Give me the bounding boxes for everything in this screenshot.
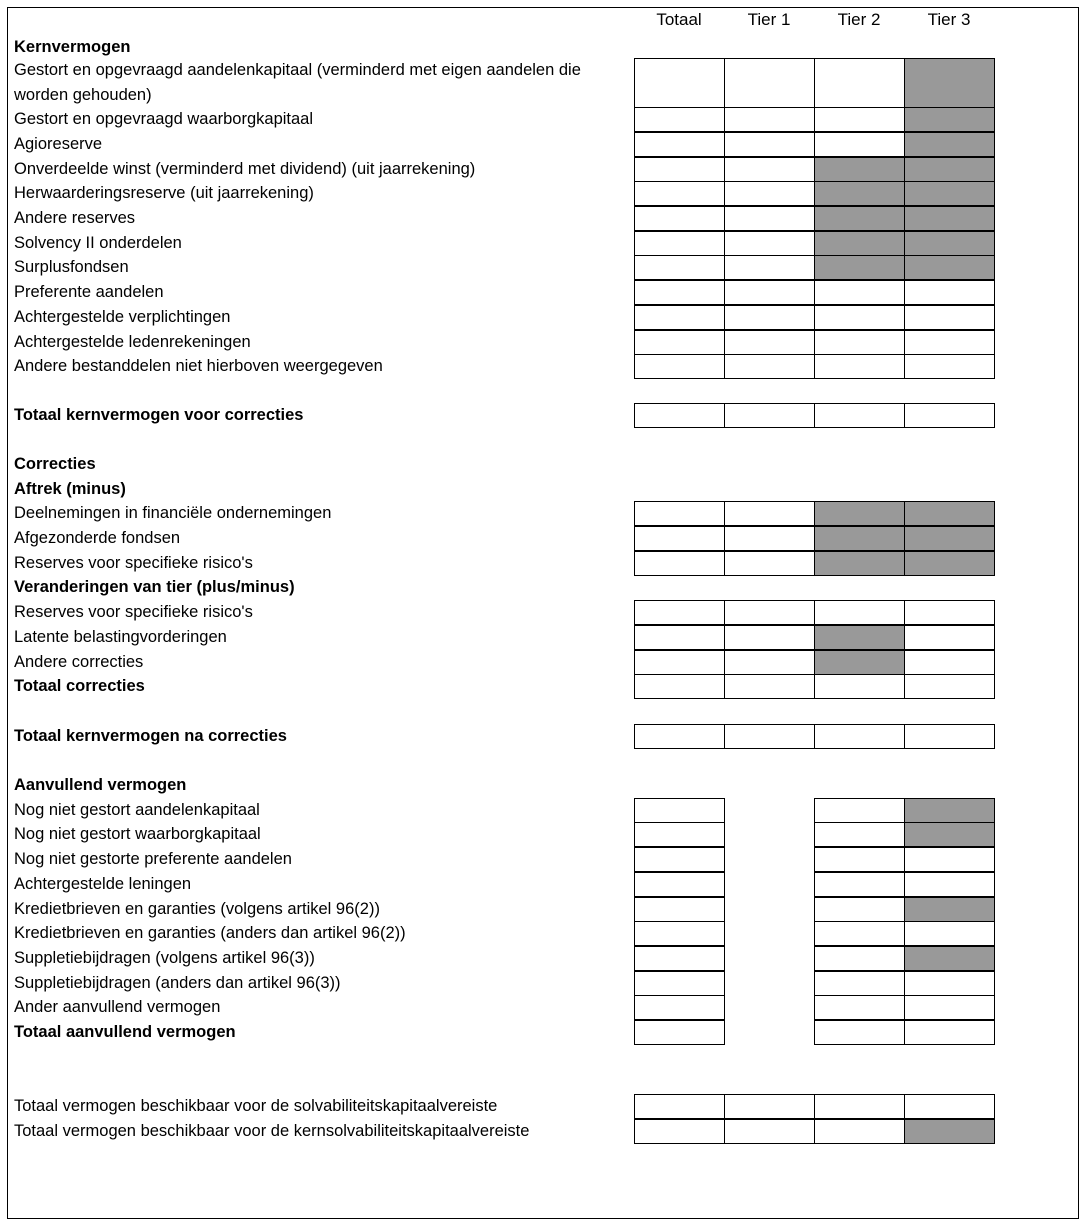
input-cell[interactable] bbox=[724, 674, 815, 699]
input-cell[interactable] bbox=[634, 305, 725, 330]
total-row-label: Totaal kernvermogen voor correcties bbox=[14, 406, 304, 424]
input-cell[interactable] bbox=[814, 403, 905, 428]
input-cell[interactable] bbox=[724, 255, 815, 280]
row-label: Andere bestanddelen niet hierboven weergegeven bbox=[14, 357, 383, 375]
input-cell[interactable] bbox=[634, 157, 725, 182]
row-label: Andere correcties bbox=[14, 653, 144, 671]
input-cell[interactable] bbox=[904, 872, 995, 897]
shaded-cell bbox=[814, 526, 905, 551]
row-label: Solvency II onderdelen bbox=[14, 234, 182, 252]
input-cell[interactable] bbox=[904, 1020, 995, 1045]
input-cell[interactable] bbox=[814, 897, 905, 922]
input-cell[interactable] bbox=[814, 946, 905, 971]
input-cell[interactable] bbox=[634, 921, 725, 946]
row-label: Agioreserve bbox=[14, 135, 103, 153]
input-cell[interactable] bbox=[634, 995, 725, 1020]
input-cell[interactable] bbox=[724, 231, 815, 256]
row-label: Totaal vermogen beschikbaar voor de solvabiliteitskapitaalvereiste bbox=[14, 1097, 498, 1115]
input-cell[interactable] bbox=[634, 650, 725, 675]
input-cell[interactable] bbox=[724, 526, 815, 551]
input-cell[interactable] bbox=[634, 231, 725, 256]
input-cell[interactable] bbox=[724, 650, 815, 675]
total-row-label: Totaal kernvermogen na correcties bbox=[14, 727, 287, 745]
input-cell[interactable] bbox=[724, 1094, 815, 1119]
input-cell[interactable] bbox=[634, 132, 725, 157]
input-cell[interactable] bbox=[904, 847, 995, 872]
input-cell[interactable] bbox=[814, 1119, 905, 1144]
input-cell[interactable] bbox=[814, 58, 905, 108]
input-cell[interactable] bbox=[814, 1094, 905, 1119]
row-label: Gestort en opgevraagd aandelenkapitaal (verminderd met eigen aandelen die worden gehouden) bbox=[14, 61, 581, 104]
input-cell[interactable] bbox=[724, 600, 815, 625]
input-cell[interactable] bbox=[814, 330, 905, 355]
row-label: Suppletiebijdragen (anders dan artikel 96(3)) bbox=[14, 974, 341, 992]
input-cell[interactable] bbox=[634, 403, 725, 428]
input-cell[interactable] bbox=[814, 674, 905, 699]
section-heading: Veranderingen van tier (plus/minus) bbox=[14, 578, 295, 596]
input-cell[interactable] bbox=[724, 58, 815, 108]
input-cell[interactable] bbox=[634, 206, 725, 231]
input-cell[interactable] bbox=[724, 354, 815, 379]
input-cell[interactable] bbox=[904, 625, 995, 650]
row-label: Kredietbrieven en garanties (anders dan artikel 96(2)) bbox=[14, 924, 406, 942]
row-label: Herwaarderingsreserve (uit jaarrekening) bbox=[14, 184, 314, 202]
shaded-cell bbox=[904, 551, 995, 576]
input-cell[interactable] bbox=[814, 305, 905, 330]
shaded-cell bbox=[904, 132, 995, 157]
input-cell[interactable] bbox=[634, 674, 725, 699]
input-cell[interactable] bbox=[634, 551, 725, 576]
input-cell[interactable] bbox=[904, 921, 995, 946]
input-cell[interactable] bbox=[904, 280, 995, 305]
input-cell[interactable] bbox=[634, 58, 725, 108]
input-cell[interactable] bbox=[814, 280, 905, 305]
total-row-label: Totaal correcties bbox=[14, 677, 145, 695]
row-label: Ander aanvullend vermogen bbox=[14, 998, 221, 1016]
input-cell[interactable] bbox=[634, 330, 725, 355]
shaded-cell bbox=[814, 231, 905, 256]
row-label: Gestort en opgevraagd waarborgkapitaal bbox=[14, 110, 314, 128]
shaded-cell bbox=[904, 181, 995, 206]
input-cell[interactable] bbox=[634, 181, 725, 206]
input-cell[interactable] bbox=[904, 995, 995, 1020]
input-cell[interactable] bbox=[904, 650, 995, 675]
input-cell[interactable] bbox=[634, 600, 725, 625]
input-cell[interactable] bbox=[634, 847, 725, 872]
input-cell[interactable] bbox=[634, 872, 725, 897]
input-cell[interactable] bbox=[634, 724, 725, 749]
shaded-cell bbox=[904, 157, 995, 182]
input-cell[interactable] bbox=[814, 107, 905, 132]
row-label: Kredietbrieven en garanties (volgens artikel 96(2)) bbox=[14, 900, 380, 918]
total-row-label: Totaal aanvullend vermogen bbox=[14, 1023, 236, 1041]
input-cell[interactable] bbox=[904, 600, 995, 625]
shaded-cell bbox=[904, 798, 995, 823]
input-cell[interactable] bbox=[634, 1119, 725, 1144]
input-cell[interactable] bbox=[634, 526, 725, 551]
input-cell[interactable] bbox=[724, 724, 815, 749]
input-cell[interactable] bbox=[724, 1119, 815, 1144]
input-cell[interactable] bbox=[814, 798, 905, 823]
input-cell[interactable] bbox=[634, 625, 725, 650]
input-cell[interactable] bbox=[814, 971, 905, 996]
input-cell[interactable] bbox=[814, 847, 905, 872]
section-heading: Aftrek (minus) bbox=[14, 480, 126, 498]
input-cell[interactable] bbox=[904, 971, 995, 996]
shaded-cell bbox=[904, 58, 995, 108]
input-cell[interactable] bbox=[814, 132, 905, 157]
input-cell[interactable] bbox=[634, 501, 725, 526]
input-cell[interactable] bbox=[904, 354, 995, 379]
shaded-cell bbox=[904, 255, 995, 280]
shaded-cell bbox=[904, 501, 995, 526]
input-cell[interactable] bbox=[814, 600, 905, 625]
input-cell[interactable] bbox=[904, 1094, 995, 1119]
input-cell[interactable] bbox=[724, 107, 815, 132]
input-cell[interactable] bbox=[814, 822, 905, 847]
input-cell[interactable] bbox=[634, 798, 725, 823]
input-cell[interactable] bbox=[814, 724, 905, 749]
input-cell[interactable] bbox=[724, 501, 815, 526]
row-label: Reserves voor specifieke risico's bbox=[14, 603, 253, 621]
input-cell[interactable] bbox=[814, 872, 905, 897]
row-label: Latente belastingvorderingen bbox=[14, 628, 227, 646]
shaded-cell bbox=[814, 206, 905, 231]
shaded-cell bbox=[904, 231, 995, 256]
column-header-tier-1: Tier 1 bbox=[747, 10, 791, 29]
shaded-cell bbox=[814, 625, 905, 650]
input-cell[interactable] bbox=[634, 107, 725, 132]
input-cell[interactable] bbox=[724, 157, 815, 182]
row-label: Suppletiebijdragen (volgens artikel 96(3)) bbox=[14, 949, 315, 967]
input-cell[interactable] bbox=[724, 551, 815, 576]
input-cell[interactable] bbox=[724, 181, 815, 206]
shaded-cell bbox=[814, 501, 905, 526]
shaded-cell bbox=[814, 650, 905, 675]
input-cell[interactable] bbox=[724, 280, 815, 305]
input-cell[interactable] bbox=[814, 995, 905, 1020]
shaded-cell bbox=[814, 551, 905, 576]
row-label: Nog niet gestorte preferente aandelen bbox=[14, 850, 292, 868]
input-cell[interactable] bbox=[724, 625, 815, 650]
row-label: Achtergestelde ledenrekeningen bbox=[14, 333, 251, 351]
input-cell[interactable] bbox=[724, 132, 815, 157]
shaded-cell bbox=[904, 107, 995, 132]
shaded-cell bbox=[904, 526, 995, 551]
row-label: Deelnemingen in financiële ondernemingen bbox=[14, 504, 332, 522]
shaded-cell bbox=[904, 206, 995, 231]
shaded-cell bbox=[904, 897, 995, 922]
column-header-tier-2: Tier 2 bbox=[837, 10, 881, 29]
input-cell[interactable] bbox=[814, 921, 905, 946]
shaded-cell bbox=[904, 1119, 995, 1144]
input-cell[interactable] bbox=[634, 971, 725, 996]
row-label: Achtergestelde leningen bbox=[14, 875, 192, 893]
row-label: Nog niet gestort waarborgkapitaal bbox=[14, 825, 261, 843]
input-cell[interactable] bbox=[724, 330, 815, 355]
input-cell[interactable] bbox=[904, 305, 995, 330]
row-label: Afgezonderde fondsen bbox=[14, 529, 181, 547]
row-label: Achtergestelde verplichtingen bbox=[14, 308, 231, 326]
shaded-cell bbox=[814, 255, 905, 280]
row-label: Totaal vermogen beschikbaar voor de kernsolvabiliteitskapitaalvereiste bbox=[14, 1122, 530, 1140]
row-label: Onverdeelde winst (verminderd met dividend) (uit jaarrekening) bbox=[14, 160, 476, 178]
input-cell[interactable] bbox=[634, 897, 725, 922]
input-cell[interactable] bbox=[814, 1020, 905, 1045]
row-label: Surplusfondsen bbox=[14, 258, 129, 276]
input-cell[interactable] bbox=[724, 206, 815, 231]
shaded-cell bbox=[814, 157, 905, 182]
input-cell[interactable] bbox=[724, 305, 815, 330]
input-cell[interactable] bbox=[904, 330, 995, 355]
input-cell[interactable] bbox=[724, 403, 815, 428]
row-label: Reserves voor specifieke risico's bbox=[14, 554, 253, 572]
input-cell[interactable] bbox=[634, 1020, 725, 1045]
shaded-cell bbox=[814, 181, 905, 206]
input-cell[interactable] bbox=[634, 946, 725, 971]
input-cell[interactable] bbox=[634, 1094, 725, 1119]
input-cell[interactable] bbox=[814, 354, 905, 379]
column-header-totaal: Totaal bbox=[656, 10, 702, 29]
input-cell[interactable] bbox=[634, 255, 725, 280]
input-cell[interactable] bbox=[634, 354, 725, 379]
row-label: Preferente aandelen bbox=[14, 283, 164, 301]
input-cell[interactable] bbox=[904, 724, 995, 749]
input-cell[interactable] bbox=[904, 403, 995, 428]
section-heading: Aanvullend vermogen bbox=[14, 776, 187, 794]
section-heading: Correcties bbox=[14, 455, 96, 473]
column-header-tier-3: Tier 3 bbox=[927, 10, 971, 29]
input-cell[interactable] bbox=[904, 674, 995, 699]
input-cell[interactable] bbox=[634, 280, 725, 305]
section-heading: Kernvermogen bbox=[14, 38, 131, 56]
row-label: Nog niet gestort aandelenkapitaal bbox=[14, 801, 260, 819]
shaded-cell bbox=[904, 822, 995, 847]
row-label: Andere reserves bbox=[14, 209, 136, 227]
input-cell[interactable] bbox=[634, 822, 725, 847]
shaded-cell bbox=[904, 946, 995, 971]
